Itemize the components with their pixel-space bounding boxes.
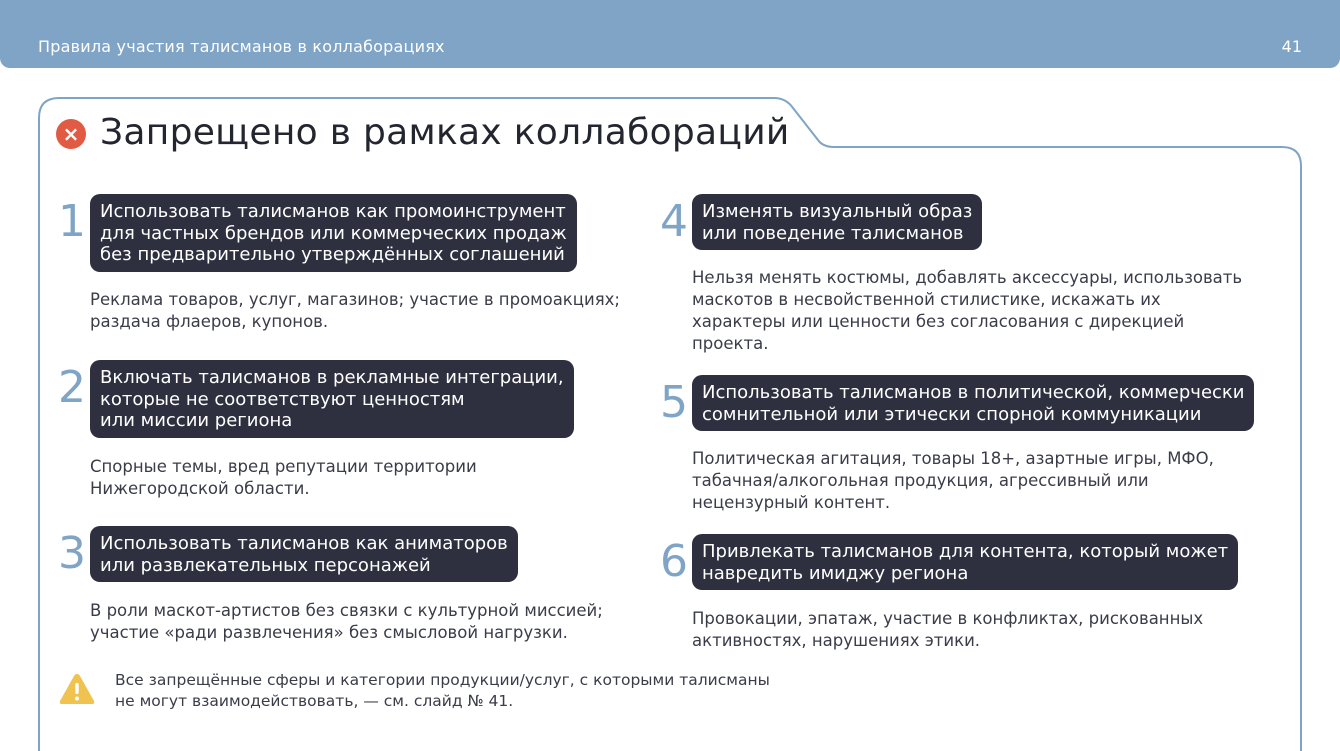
- rule-description: Реклама товаров, услуг, магазинов; участие в промоакциях; раздача флаеров, купонов.: [90, 290, 620, 331]
- rule-description: В роли маскот-артистов без связки с культурной миссией; участие «ради развлечения» без смысловой нагрузки.: [90, 601, 603, 642]
- document-title: Правила участия талисманов в коллаборациях: [38, 37, 445, 56]
- warning-triangle-icon: [58, 672, 96, 706]
- rule-title: Изменять визуальный образ или поведение талисманов: [692, 194, 982, 250]
- rule-number: 2: [58, 362, 86, 413]
- rule-description: Спорные темы, вред репутации территории Нижегородской области.: [90, 457, 477, 498]
- rule-number: 5: [660, 377, 688, 428]
- rule-title: Использовать талисманов как аниматоров или развлекательных персонажей: [90, 526, 518, 582]
- rule-number: 3: [58, 528, 86, 579]
- rule-number: 1: [58, 196, 86, 247]
- rule-number: 4: [660, 196, 688, 247]
- rule-title: Использовать талисманов как промоинструмент для частных брендов или коммерческих продаж без предварительно утверждённых соглашений: [90, 194, 577, 272]
- section-heading: Запрещено в рамках коллабораций: [100, 112, 790, 153]
- rule-number: 6: [660, 536, 688, 587]
- rule-title: Использовать талисманов в политической, коммерчески сомнительной или этически спорной коммуникации: [692, 375, 1254, 431]
- footnote: Все запрещённые сферы и категории продукции/услуг, с которыми талисманы не могут взаимодействовать, — см. слайд № 41.: [115, 671, 770, 710]
- close-circle-icon: ×: [56, 119, 86, 149]
- rule-title: Включать талисманов в рекламные интеграции, которые не соответствуют ценностям или миссии региона: [90, 360, 574, 438]
- page-number: 41: [1281, 37, 1302, 56]
- rule-description: Провокации, эпатаж, участие в конфликтах, рискованных активностях, нарушениях этики.: [692, 609, 1204, 650]
- rule-title: Привлекать талисманов для контента, который может навредить имиджу региона: [692, 534, 1238, 590]
- rule-description: Нельзя менять костюмы, добавлять аксессуары, использовать маскотов в несвойственной стилистике, искажать их характеры или ценности без согласования с дирекцией проекта.: [692, 268, 1243, 353]
- rule-description: Политическая агитация, товары 18+, азартные игры, МФО, табачная/алкогольная продукция, агрессивный или нецензурный контент.: [692, 449, 1214, 512]
